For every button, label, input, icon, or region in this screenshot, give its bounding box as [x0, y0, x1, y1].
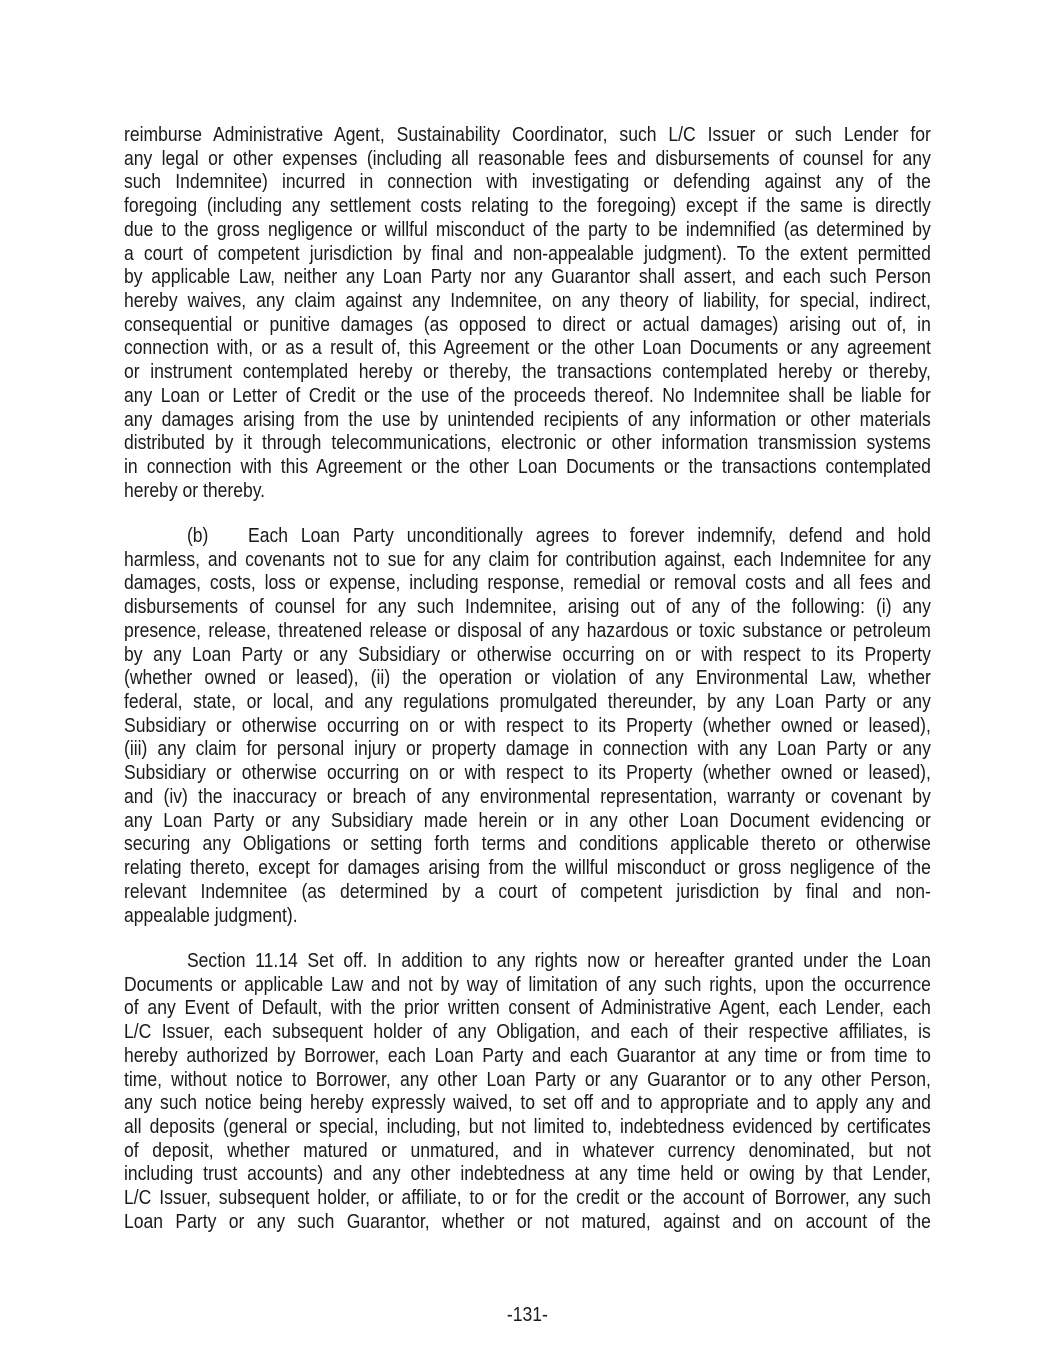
text-line: any legal or other expenses (including all reasonable fees and disbursements of counsel for any: [124, 147, 931, 170]
text-line: appealable judgment).: [124, 904, 298, 927]
text-line: [124, 525, 931, 549]
text-line: consequential or punitive damages (as opposed to direct or actual damages) arising out of, in: [124, 313, 931, 336]
text-line: damages, costs, loss or expense, including response, remedial or removal costs and all fees and: [124, 572, 931, 595]
text-line: hereby authorized by Borrower, each Loan Party and each Guarantor at any time or from time to: [124, 1044, 931, 1067]
text-line: reimburse Administrative Agent, Sustainability Coordinator, such L/C Issuer or such Lender for: [124, 124, 931, 146]
text-line: in connection with this Agreement or the other Loan Documents or the transactions contemplated: [124, 456, 931, 479]
text-line: L/C Issuer, subsequent holder, or affiliate, to or for the credit or the account of Borrower, any such: [124, 1187, 931, 1210]
page-number-text: -131-: [507, 1304, 548, 1326]
text-line: including trust accounts) and any other indebtedness at any time held or owing by that Lender,: [124, 1163, 931, 1186]
page-number: [0, 1304, 1055, 1328]
text-line: Subsidiary or otherwise occurring on or with respect to its Property (whether owned or leased),: [124, 762, 931, 785]
text-line: and (iv) the inaccuracy or breach of any environmental representation, warranty or covenant by: [124, 785, 931, 808]
text-line: disbursements of counsel for any such Indemnitee, arising out of any of the following: (i) any: [124, 596, 931, 619]
text-line: due to the gross negligence or willful misconduct of the party to be indemnified (as determined by: [124, 218, 931, 241]
text-line: relating thereto, except for damages arising from the willful misconduct or gross negligence of the: [124, 857, 931, 880]
text-line: distributed by it through telecommunications, electronic or other information transmission systems: [124, 432, 931, 455]
text-line: any such notice being hereby expressly waived, to set off and to appropriate and to apply any and: [124, 1092, 931, 1115]
paragraph-indemnification-continued: [124, 124, 931, 504]
text-line: L/C Issuer, each subsequent holder of any Obligation, and each of their respective affiliates, is: [124, 1021, 931, 1044]
paragraph-b-environmental-indemnity: [124, 525, 931, 928]
text-line: any Loan Party or any Subsidiary made herein or in any other Loan Document evidencing or: [124, 809, 931, 832]
text-line: connection with, or as a result of, this Agreement or the other Loan Documents or any agreement: [124, 337, 931, 360]
text-line: federal, state, or local, and any regulations promulgated thereunder, by any Loan Party or any: [124, 691, 931, 714]
text-line: Subsidiary or otherwise occurring on or with respect to its Property (whether owned or leased),: [124, 714, 931, 737]
text-line: a court of competent jurisdiction by final and non-appealable judgment). To the extent permitted: [124, 242, 931, 265]
text-line: any Loan or Letter of Credit or the use of the proceeds thereof. No Indemnitee shall be liable for: [124, 384, 931, 407]
text-line: any damages arising from the use by unintended recipients of any information or other materials: [124, 408, 931, 431]
text-line: time, without notice to Borrower, any other Loan Party or any Guarantor or to any other Person,: [124, 1068, 931, 1091]
text-line: hereby or thereby.: [124, 479, 266, 502]
text-line: such Indemnitee) incurred in connection with investigating or defending against any of the: [124, 171, 931, 194]
text-line: or instrument contemplated hereby or thereby, the transactions contemplated hereby or thereby,: [124, 361, 931, 384]
text-line: harmless, and covenants not to sue for any claim for contribution against, each Indemnitee for any: [124, 548, 931, 571]
text-line: foregoing (including any settlement costs relating to the foregoing) except if the same is directly: [124, 195, 931, 218]
section-heading-line: Section 11.14 Set off. In addition to any rights now or hereafter granted under the Loan: [186, 950, 931, 972]
text-line: all deposits (general or special, including, but not limited to, indebtedness evidenced by certificates: [124, 1116, 931, 1139]
text-line: by applicable Law, neither any Loan Party nor any Guarantor shall assert, and each such Person: [124, 266, 931, 289]
text-line: hereby waives, any claim against any Indemnitee, on any theory of liability, for special, indirect,: [124, 290, 931, 313]
text-line: Loan Party or any such Guarantor, whether or not matured, against and on account of the: [124, 1210, 931, 1233]
subsection-label: (b): [186, 525, 209, 547]
paragraph-section-11-14-set-off: [124, 950, 931, 1235]
text-line: presence, release, threatened release or disposal of any hazardous or toxic substance or petroleum: [124, 619, 931, 642]
text-line: (iii) any claim for personal injury or property damage in connection with any Loan Party or any: [124, 738, 931, 761]
text-line: Documents or applicable Law and not by way of limitation of any such rights, upon the occurrence: [124, 973, 931, 996]
text-line: relevant Indemnitee (as determined by a court of competent jurisdiction by final and non-: [124, 880, 931, 903]
text-line: of deposit, whether matured or unmatured, and in whatever currency denominated, but not: [124, 1139, 931, 1162]
text-line: by any Loan Party or any Subsidiary or otherwise occurring on or with respect to its Property: [124, 643, 931, 666]
text-line-content: Each Loan Party unconditionally agrees to forever indemnify, defend and hold: [247, 525, 931, 547]
text-line: (whether owned or leased), (ii) the operation or violation of any Environmental Law, whether: [124, 667, 931, 690]
text-line: securing any Obligations or setting forth terms and conditions applicable thereto or otherwise: [124, 833, 931, 856]
text-line: of any Event of Default, with the prior written consent of Administrative Agent, each Lender, each: [124, 997, 931, 1020]
